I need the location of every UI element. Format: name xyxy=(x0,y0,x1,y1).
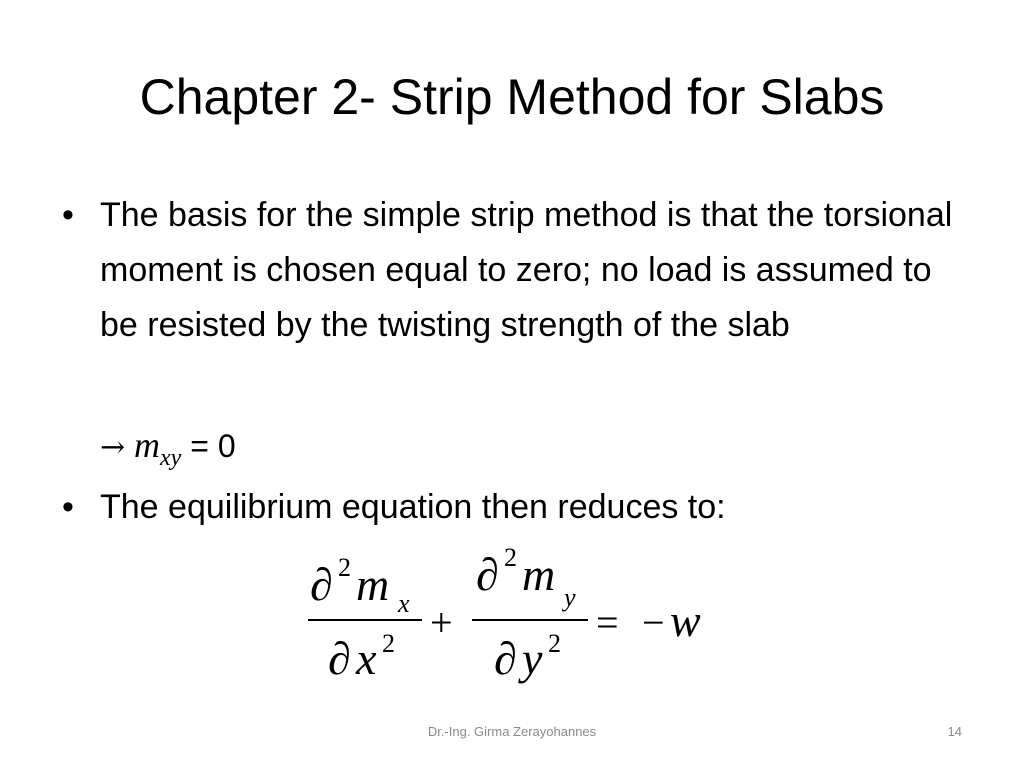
right-arrow-icon: → xyxy=(100,430,126,465)
partial-symbol: ∂ xyxy=(310,559,333,610)
moment-symbol: m xyxy=(522,549,556,600)
variable-y: y xyxy=(522,633,543,684)
slide-number: 14 xyxy=(947,724,962,739)
equals-zero: = 0 xyxy=(181,428,236,464)
moment-subscript-y: y xyxy=(564,583,576,612)
plus-sign: + xyxy=(430,600,453,645)
bullet-text: The equilibrium equation then reduces to: xyxy=(100,488,726,526)
moment-subscript: xy xyxy=(160,445,182,471)
bullet-item xyxy=(62,188,962,353)
bullet-text: The basis for the simple strip method is that the torsional moment is chosen equal to zero; no load is assumed to be resisted by the twisting strength of the slab xyxy=(100,196,953,344)
equilibrium-equation xyxy=(300,538,720,698)
variable-x: x xyxy=(356,633,377,684)
moment-symbol: m xyxy=(356,559,390,610)
slide-title: Chapter 2- Strip Method for Slabs xyxy=(139,69,885,125)
square-exponent: 2 xyxy=(382,629,395,658)
square-exponent: 2 xyxy=(548,629,561,658)
bullet-marker: • xyxy=(62,196,74,234)
moment-subscript-x: x xyxy=(398,589,410,618)
torsion-zero-statement xyxy=(100,420,236,470)
square-exponent: 2 xyxy=(338,553,351,582)
partial-symbol: ∂ xyxy=(328,633,351,684)
minus-sign: − xyxy=(642,600,665,645)
partial-symbol: ∂ xyxy=(476,549,499,600)
equals-sign: = xyxy=(596,600,619,645)
equation-graphic xyxy=(300,538,720,698)
square-exponent: 2 xyxy=(504,543,517,572)
partial-symbol: ∂ xyxy=(494,633,517,684)
footer-author: Dr.-Ing. Girma Zerayohannes xyxy=(427,724,597,739)
moment-variable: m xyxy=(134,425,161,465)
bullet-item xyxy=(62,480,962,535)
load-symbol: w xyxy=(670,595,701,646)
bullet-marker: • xyxy=(62,488,74,526)
